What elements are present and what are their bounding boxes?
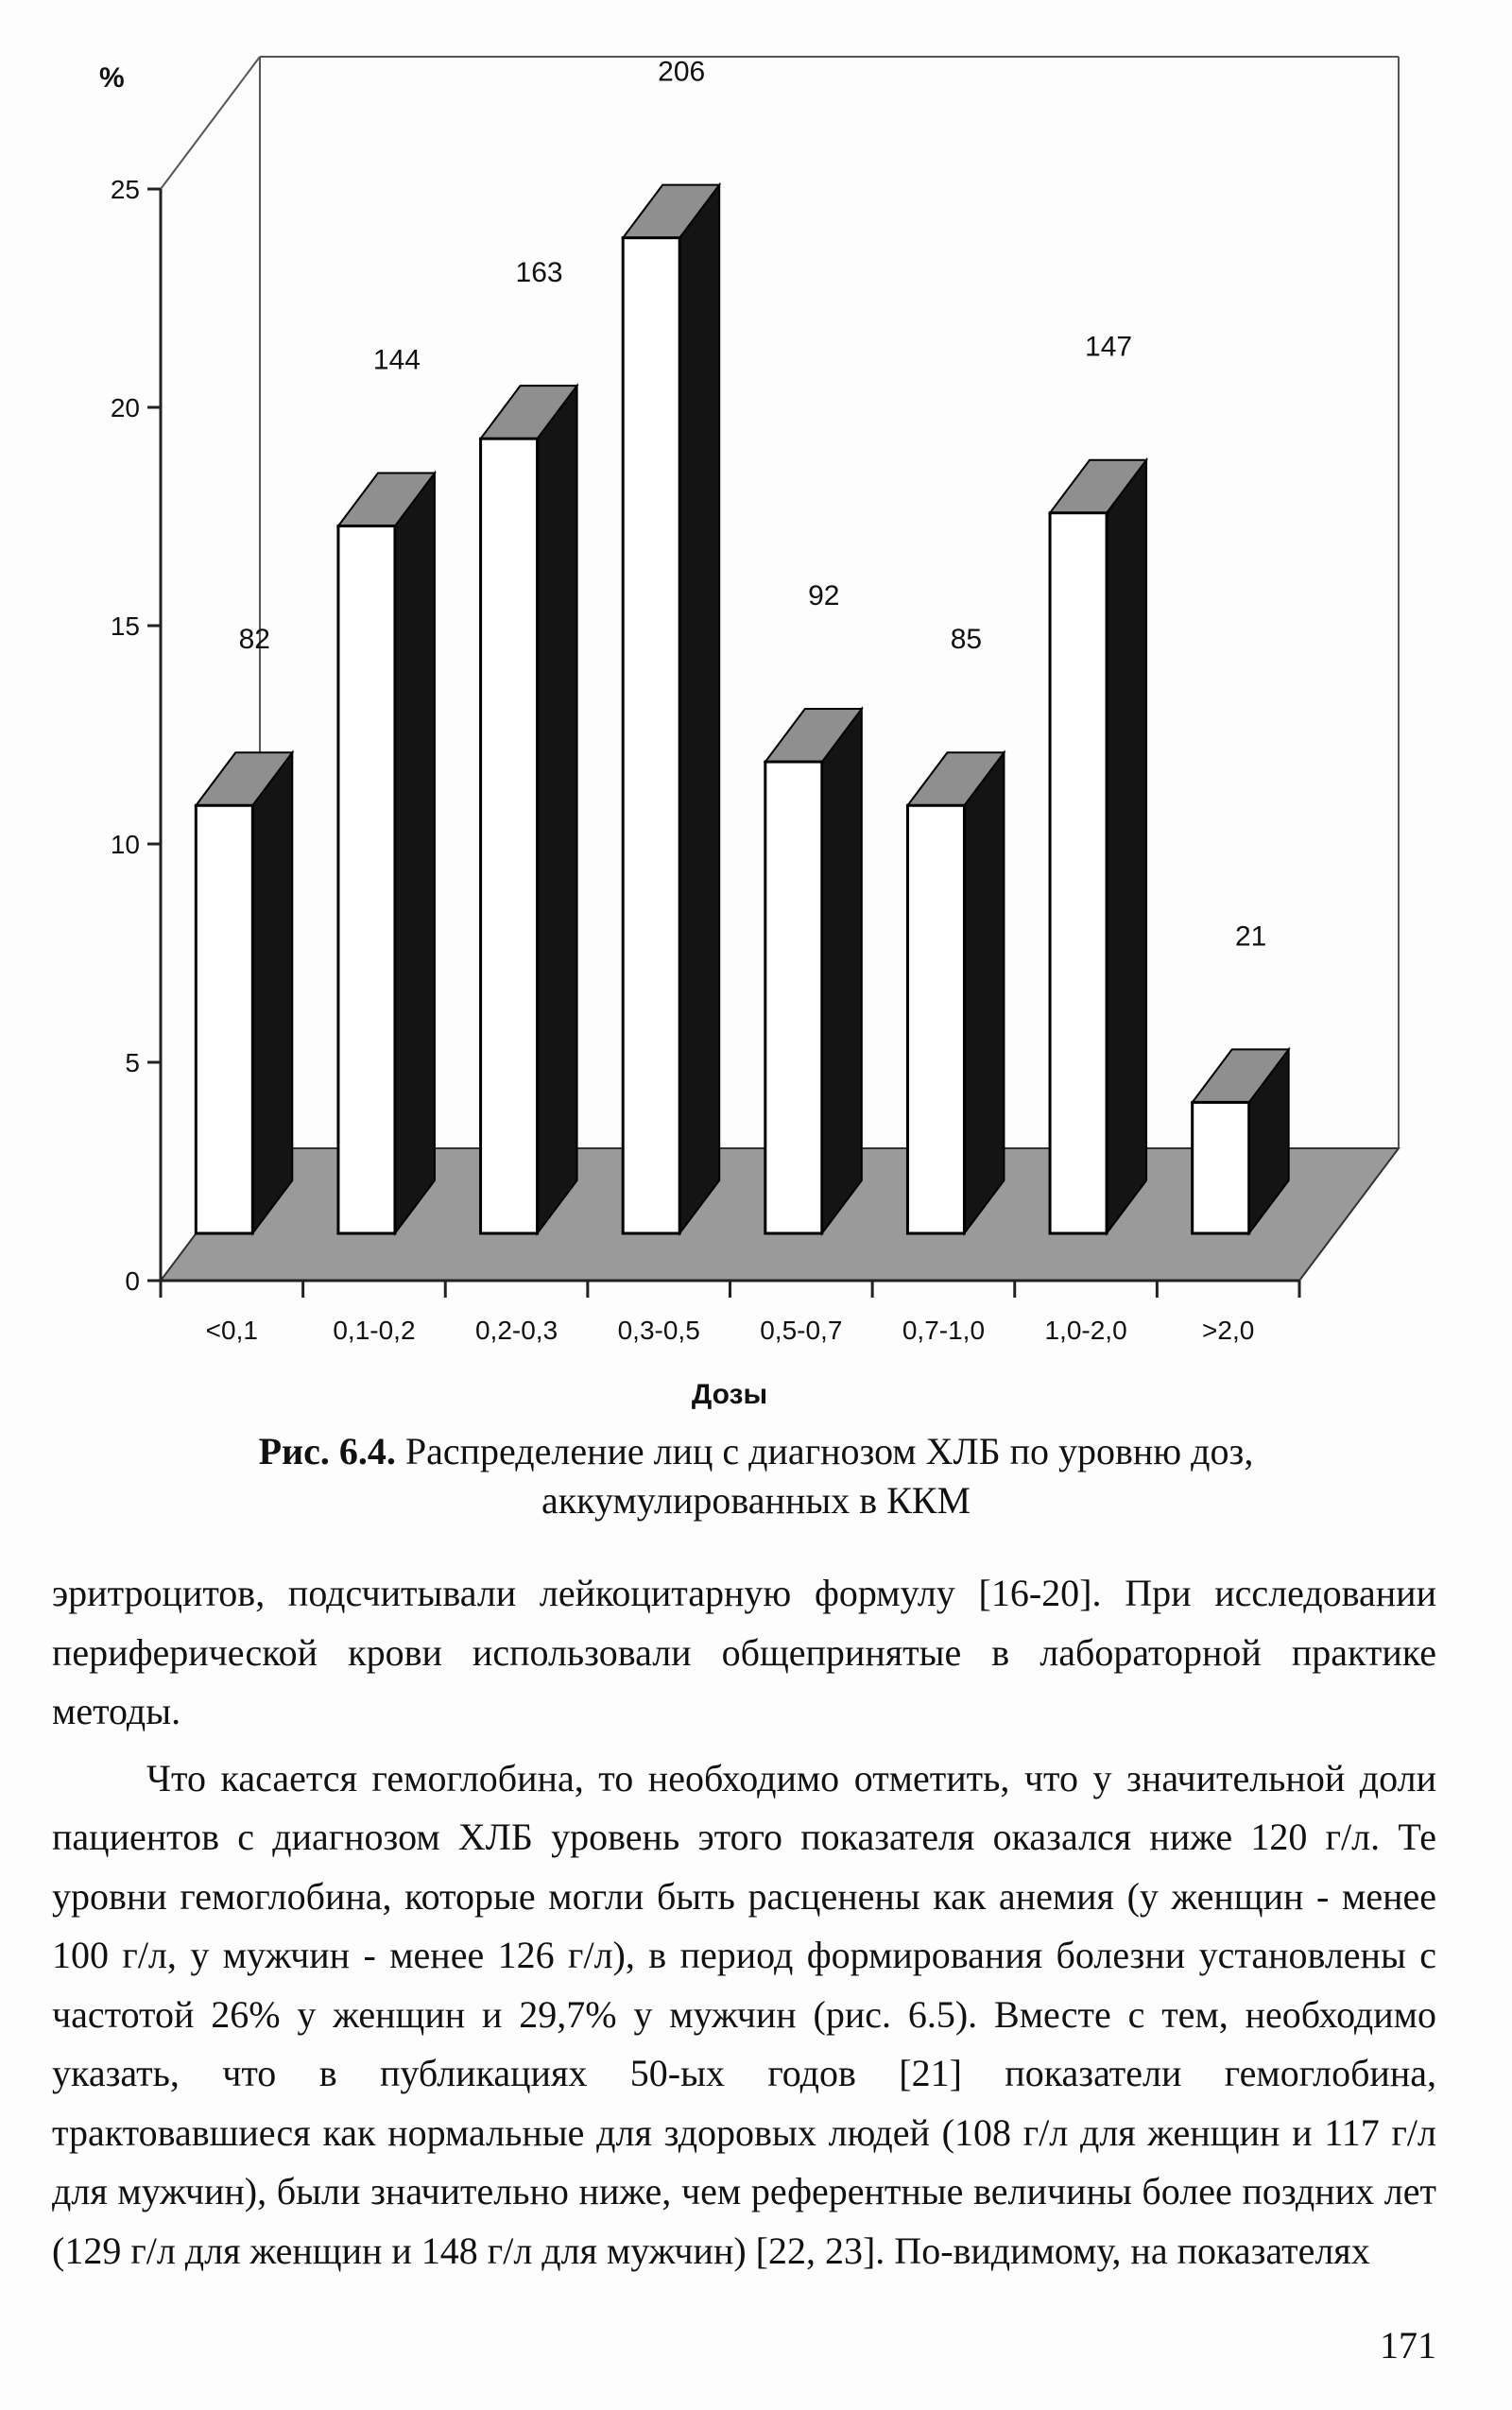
bar-value-label: 21 [1235, 921, 1267, 953]
bar-side [538, 386, 577, 1233]
x-tick-label: 0,7-1,0 [902, 1316, 986, 1345]
bar-side [1107, 460, 1146, 1233]
figure-caption [142, 1427, 1370, 1525]
paragraph: Что касается гемоглобина, то необходимо отметить, что у значительной доли пациентов с диагнозом ХЛБ уровень этого показателя оказался ниже 120 г/л. Те уровни гемоглобина, которые могли быть расценены как анемия (у женщин - менее 100 г/л, у мужчин - менее 126 г/л), в период формирования болезни установлены с частотой 26% у женщин и 29,7% у мужчин (рис. 6.5). Вместе с тем, необходимо указать, что в публикациях 50-ых годов [21] показатели гемоглобина, трактовавшиеся как нормальные для здоровых людей (108 г/л для женщин и 117 г/л для мужчин), были значительно ниже, чем референтные величины более поздних лет (129 г/л для женщин и 148 г/л для мужчин) [22, 23]. По-видимому, на показателях [52, 1756, 1436, 2272]
bar-value-label: 206 [658, 56, 706, 88]
figure-number: Рис. 6.4. [258, 1430, 396, 1472]
bar-front [907, 805, 964, 1233]
x-tick-label: <0,1 [205, 1316, 258, 1345]
bar-front [196, 805, 252, 1233]
bar-side [822, 709, 862, 1233]
x-tick-label: 0,3-0,5 [617, 1316, 700, 1345]
x-tick-label: 0,1-0,2 [333, 1316, 416, 1345]
bar-value-label: 85 [950, 624, 983, 656]
bar [481, 386, 577, 1233]
bar [196, 752, 292, 1233]
bar [907, 752, 1004, 1233]
bar-value-label: 92 [808, 580, 840, 612]
bar-side [679, 185, 719, 1233]
bar-front [765, 762, 822, 1233]
y-tick-label: 5 [125, 1048, 140, 1077]
x-axis-ticks [161, 1281, 1299, 1345]
bar-side [252, 752, 292, 1233]
page-number: 171 [1380, 2324, 1436, 2367]
y-axis-ticks [111, 175, 161, 1296]
y-axis-label: % [99, 62, 125, 94]
y-tick-label: 10 [110, 830, 140, 859]
side-wall-diagonal [161, 57, 260, 189]
bar-value-label: 147 [1085, 331, 1133, 363]
bar-front [338, 526, 395, 1233]
x-tick-label: 0,2-0,3 [474, 1316, 558, 1345]
bar-front [1193, 1102, 1249, 1233]
bar [338, 473, 435, 1233]
bar [1050, 460, 1146, 1233]
bar-side [395, 473, 435, 1233]
caption-line-1: Распределение лиц с диагнозом ХЛБ по уровню доз, [404, 1430, 1254, 1472]
bar-front [1050, 513, 1107, 1233]
bar-side [964, 752, 1004, 1233]
x-tick-label: 0,5-0,7 [760, 1316, 843, 1345]
y-tick-label: 0 [125, 1266, 140, 1296]
bar [623, 185, 719, 1233]
x-tick-label: >2,0 [1202, 1316, 1255, 1345]
y-tick-label: 25 [110, 175, 140, 204]
y-tick-label: 15 [110, 611, 140, 641]
bar-value-label: 82 [238, 624, 270, 656]
caption-line-2: аккумулированных в ККМ [541, 1479, 971, 1522]
x-tick-label: 1,0-2,0 [1044, 1316, 1127, 1345]
y-tick-label: 20 [110, 393, 140, 422]
bar-front [623, 238, 679, 1233]
x-axis-label: Дозы [691, 1379, 768, 1410]
bar-front [481, 439, 538, 1233]
bar-value-label: 144 [372, 344, 421, 376]
bar-value-label: 163 [515, 257, 563, 289]
bar [765, 709, 862, 1233]
paragraph: эритроцитов, подсчитывали лейкоцитарную формулу [16-20]. При исследовании периферической крови использовали общепринятые в лабораторной практике методы. [52, 1572, 1436, 1732]
body-text [52, 1564, 1436, 2281]
